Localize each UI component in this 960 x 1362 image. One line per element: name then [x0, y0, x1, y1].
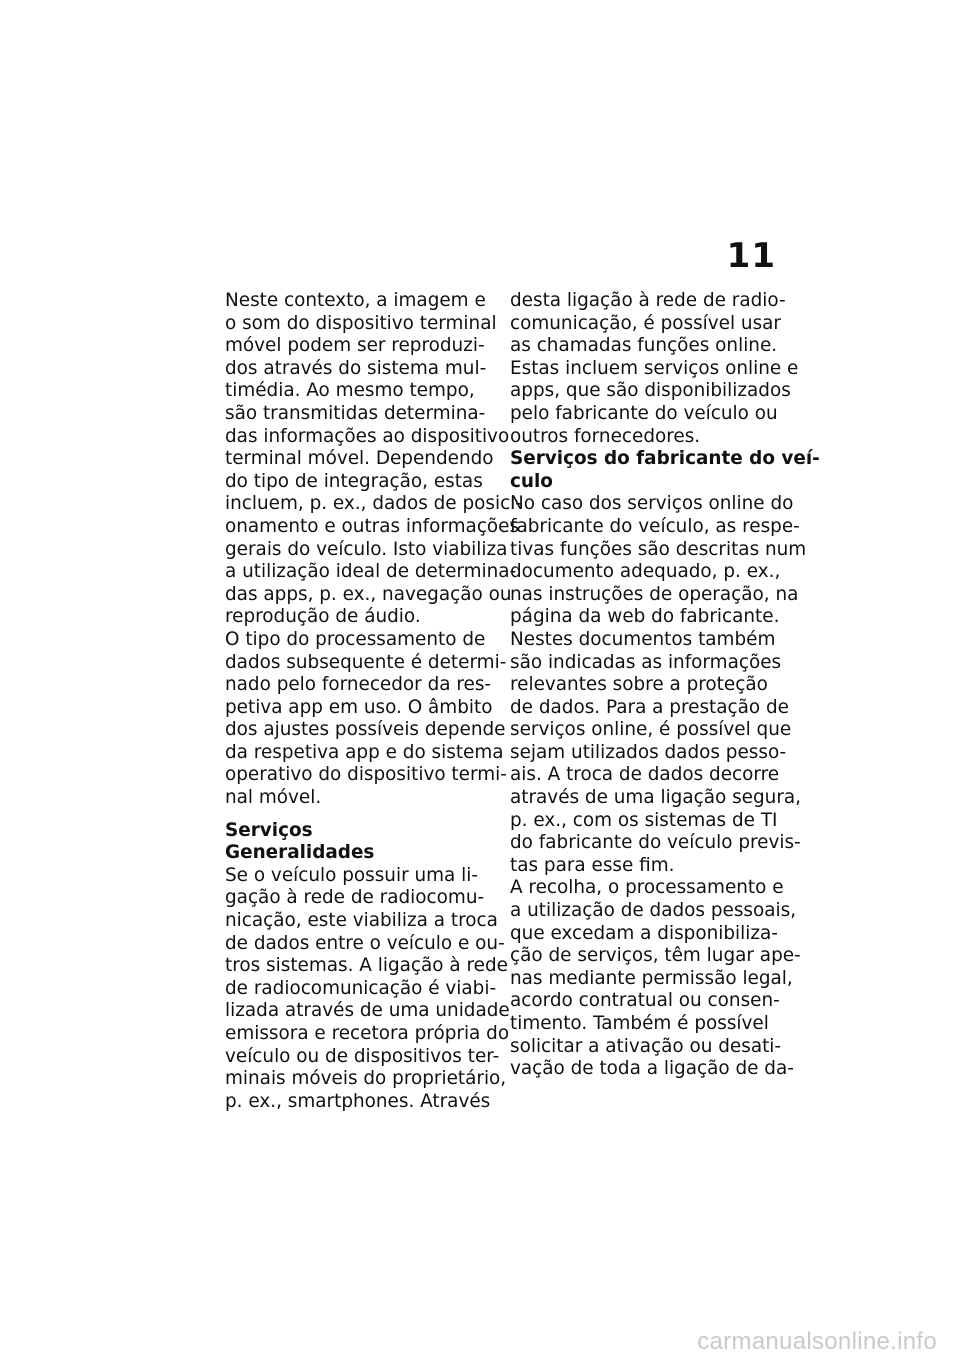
text-line: nal móvel.: [225, 787, 322, 809]
paragraph-gap: [225, 810, 495, 820]
text-line: ção de serviços, têm lugar ape-: [510, 945, 801, 967]
text-line: nas instruções de operação, na: [510, 583, 799, 605]
text-line: tros sistemas. A ligação à rede: [225, 955, 508, 977]
text-line: do tipo de integração, estas: [225, 470, 483, 492]
heading-line: Serviços: [225, 819, 313, 841]
text-line: emissora e recetora própria do: [225, 1023, 510, 1044]
text-line: Estas incluem serviços online e: [510, 357, 799, 379]
watermark-text: carmanualsonline.info: [697, 1328, 937, 1355]
text-line: da respetiva app e do sistema: [225, 741, 504, 763]
text-line: timento. Também é possível: [510, 1013, 769, 1034]
text-line: minais móveis do proprietário,: [225, 1068, 507, 1090]
text-line: comunicação, é possível usar: [510, 312, 781, 334]
text-line: incluem, p. ex., dados de posici-: [225, 493, 522, 515]
text-line: pelo fabricante do veículo ou: [510, 402, 778, 424]
text-line: No caso dos serviços online do: [510, 493, 794, 515]
text-line: móvel podem ser reproduzi-: [225, 335, 485, 357]
text-line: timédia. Ao mesmo tempo,: [225, 380, 475, 402]
text-line: vação de toda a ligação de da-: [510, 1058, 794, 1080]
text-line: onamento e outras informações: [225, 515, 520, 537]
text-line: nicação, este viabiliza a troca: [225, 910, 498, 932]
text-line: o som do dispositivo terminal: [225, 312, 497, 334]
text-line: terminal móvel. Dependendo: [225, 448, 494, 470]
text-line: as chamadas funções online.: [510, 335, 778, 357]
text-line: reprodução de áudio.: [225, 606, 421, 628]
text-line: das apps, p. ex., navegação ou: [225, 583, 512, 605]
page-number: 11: [726, 236, 776, 276]
text-line: das informações ao dispositivo: [225, 425, 510, 447]
heading-line: Serviços do fabricante do veí-: [510, 448, 820, 470]
text-line: petiva app em uso. O âmbito: [225, 696, 493, 718]
text-line: são transmitidas determina-: [225, 402, 486, 424]
text-line: de radiocomunicação é viabi-: [225, 977, 497, 999]
text-line: sejam utilizados dados pesso-: [510, 741, 787, 763]
text-line: a utilização de dados pessoais,: [510, 900, 797, 922]
left-text-column: [225, 290, 522, 1113]
text-line: dados subsequente é determi-: [225, 651, 507, 673]
text-line: serviços online, é possível que: [510, 719, 792, 741]
text-line: p. ex., com os sistemas de TI: [510, 809, 778, 831]
text-line: veículo ou de dispositivos ter-: [225, 1045, 500, 1067]
text-line: Nestes documentos também: [510, 628, 776, 650]
text-line: de dados. Para a prestação de: [510, 696, 789, 718]
heading-line: Generalidades: [225, 842, 375, 864]
text-line: são indicadas as informações: [510, 651, 782, 673]
text-line: que excedam a disponibiliza-: [510, 922, 778, 944]
text-line: tas para esse fim.: [510, 854, 675, 876]
heading-line: culo: [510, 470, 553, 492]
text-line: de dados entre o veículo e ou-: [225, 932, 505, 954]
text-line: nado pelo fornecedor da res-: [225, 674, 492, 696]
text-line: desta ligação à rede de radio-: [510, 290, 786, 311]
text-line: tivas funções são descritas num: [510, 538, 807, 560]
text-line: ais. A troca de dados decorre: [510, 764, 780, 786]
text-line: acordo contratual ou consen-: [510, 990, 780, 1012]
text-line: fabricante do veículo, as respe-: [510, 515, 800, 537]
text-line: documento adequado, p. ex.,: [510, 561, 781, 583]
text-line: gerais do veículo. Isto viabiliza: [225, 538, 508, 560]
text-line: outros fornecedores.: [510, 425, 701, 447]
text-line: apps, que são disponibilizados: [510, 380, 791, 402]
text-line: através de uma ligação segura,: [510, 787, 801, 809]
text-line: gação à rede de radiocomu-: [225, 887, 485, 909]
text-line: Neste contexto, a imagem e: [225, 290, 486, 311]
text-line: operativo do dispositivo termi-: [225, 764, 507, 786]
text-line: do fabricante do veículo previs-: [510, 832, 801, 854]
text-line: relevantes sobre a proteção: [510, 674, 768, 696]
text-line: dos ajustes possíveis depende: [225, 719, 506, 741]
text-line: nas mediante permissão legal,: [510, 967, 793, 989]
text-line: solicitar a ativação ou desati-: [510, 1035, 782, 1057]
text-line: O tipo do processamento de: [225, 628, 486, 650]
text-line: a utilização ideal de determina-: [225, 561, 517, 583]
text-line: p. ex., smartphones. Através: [225, 1090, 491, 1112]
text-line: A recolha, o processamento e: [510, 877, 784, 899]
right-text-column: [510, 290, 820, 1081]
text-line: Se o veículo possuir uma li-: [225, 864, 479, 886]
text-line: lizada através de uma unidade: [225, 1000, 510, 1022]
text-line: página da web do fabricante.: [510, 606, 780, 628]
text-line: dos através do sistema mul-: [225, 357, 487, 379]
